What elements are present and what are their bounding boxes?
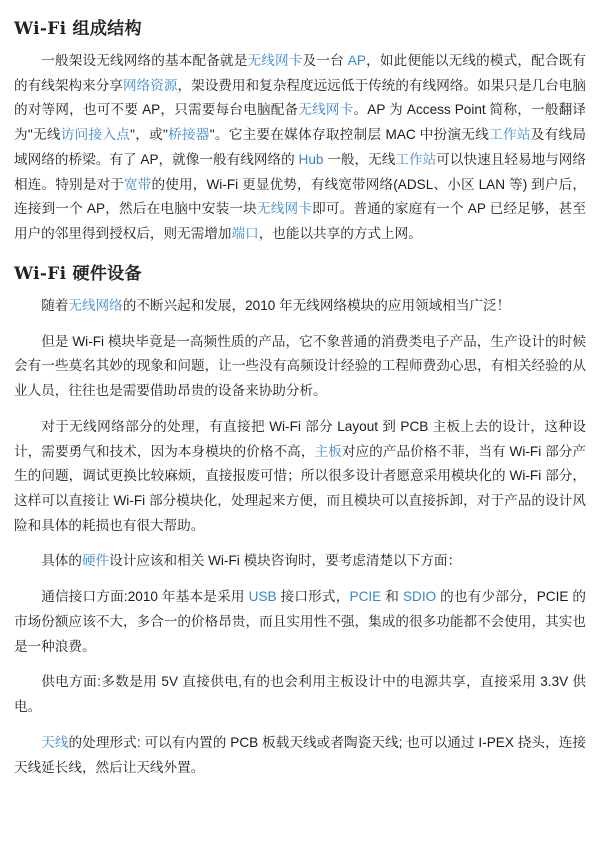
- inline-link[interactable]: 无线网卡: [298, 102, 354, 118]
- inline-link[interactable]: 无线网络: [68, 297, 123, 313]
- text-run: 对于无线网络部分的处理，有直接把 Wi-Fi 部分 Layout 到 PCB 主板上去的设计，这种设计，需要勇气和技术，因为本身模块的价格不高，: [14, 418, 586, 459]
- text-run: ，也能以共享的方式上网。: [258, 226, 422, 242]
- text-run: 和: [381, 589, 403, 605]
- text-run: 一般，无线: [323, 151, 396, 167]
- text-run: "，或": [130, 127, 168, 143]
- text-run: 的处理形式: 可以有内置的 PCB 板载天线或者陶瓷天线; 也可以通过 I-PEX 挠头，连接天线延长线，然后让天线外置。: [14, 734, 587, 775]
- text-run: 一般架设无线网络的基本配备就是: [41, 53, 248, 68]
- text-run: 通信接口方面:2010 年基本是采用: [41, 589, 249, 605]
- text-run: 随着: [41, 297, 69, 313]
- text-run: 供电方面:多数是用 5V 直接供电,有的也会利用主板设计中的电源共享，直接采用 3.3V 供电。: [14, 674, 586, 715]
- paragraph: [14, 549, 586, 574]
- text-run: ，如此便能以无线的模式，配合既有的有线架构来分享: [14, 53, 587, 93]
- inline-link[interactable]: 桥接器: [167, 127, 210, 143]
- inline-link[interactable]: 无线网卡: [247, 53, 303, 68]
- paragraph: [14, 330, 586, 404]
- text-run: 即可。普通的家庭有一个 AP 已经足够，甚至用户的邻里得到授权后，则无需增加: [14, 201, 586, 242]
- text-run: 及有线局域网络的桥梁。有了 AP，就像一般有线网络的: [14, 127, 587, 167]
- section-heading: Wi-Fi 组成结构: [14, 19, 142, 39]
- text-run: 对应的产品价格不菲，当有 Wi-Fi 部分产生的问题，调试更换比较麻烦，直接报废可惜；所以很多设计者愿意采用模块化的 Wi-Fi 部分，这样可以直接让 Wi-Fi 部分模块化，处理起来方便，而且模块可以直接拆卸，对于产品的设计风险和具体的耗损也有很大帮助。: [14, 443, 587, 533]
- inline-link[interactable]: 无线网卡: [256, 201, 313, 217]
- text-run: 。AP 为 Access Point 简称，一般翻译为"无线: [14, 102, 586, 143]
- paragraph: [14, 731, 586, 780]
- inline-link[interactable]: 访问接入点: [60, 127, 131, 143]
- text-run: 可以快速且轻易地与网络相连。特别是对于: [14, 151, 587, 192]
- text-run: 的使用，Wi-Fi 更显优势，有线宽带网络(ADSL、小区 LAN 等) 到户后，连接到一个 AP，然后在电脑中安装一块: [14, 176, 587, 217]
- text-run: 及一台: [302, 53, 348, 68]
- text-run: 具体的: [41, 553, 82, 569]
- inline-link[interactable]: Hub: [298, 151, 324, 167]
- text-run: 设计应该和相关 Wi-Fi 模块咨询时，要考虑清楚以下方面：: [109, 553, 462, 569]
- inline-link[interactable]: 硬件: [81, 553, 110, 569]
- inline-link[interactable]: PCIE: [349, 589, 382, 605]
- section-heading: Wi-Fi 硬件设备: [14, 263, 142, 284]
- text-run: 的也有少部分，PCIE 的市场份额应该不大，多合一的价格昂贵，而且实用性不强，集成的很多功能都不会使用，其实也是一种浪费。: [14, 589, 586, 654]
- inline-link[interactable]: 端口: [231, 226, 259, 242]
- paragraph: [14, 294, 586, 319]
- inline-link[interactable]: 宽带: [123, 176, 152, 192]
- inline-link[interactable]: 天线: [41, 734, 69, 750]
- paragraph: [14, 585, 586, 659]
- inline-link[interactable]: 工作站: [395, 151, 437, 167]
- inline-link[interactable]: 网络资源: [122, 77, 178, 93]
- paragraph: [14, 415, 586, 539]
- inline-link[interactable]: 工作站: [489, 127, 531, 143]
- text-run: 但是 Wi-Fi 模块毕竟是一高频性质的产品，它不象普通的消费类电子产品，生产设计的时候会有一些莫名其妙的现象和问题，让一些没有高频设计经验的工程师费劲心思，有相关经验的从业人员，往往也是需要借助昂贵的设备来协助分析。: [14, 333, 586, 399]
- inline-link[interactable]: AP: [347, 53, 366, 68]
- paragraph: [14, 670, 586, 719]
- inline-link[interactable]: 主板: [314, 443, 342, 459]
- inline-link[interactable]: USB: [248, 589, 277, 605]
- inline-link[interactable]: SDIO: [402, 589, 437, 605]
- text-run: 的不断兴起和发展，2010 年无线网络模块的应用领域相当广泛！: [122, 297, 511, 313]
- text-run: 接口形式，: [276, 589, 350, 605]
- text-run: "。它主要在媒体存取控制层 MAC 中扮演无线: [209, 127, 490, 143]
- document-body: [14, 14, 586, 780]
- paragraph: [14, 49, 586, 247]
- text-run: ，架设费用和复杂程度远远低于传统的有线网络。如果只是几台电脑的对等网，也可不要 AP，只需要每台电脑配备: [14, 77, 587, 118]
